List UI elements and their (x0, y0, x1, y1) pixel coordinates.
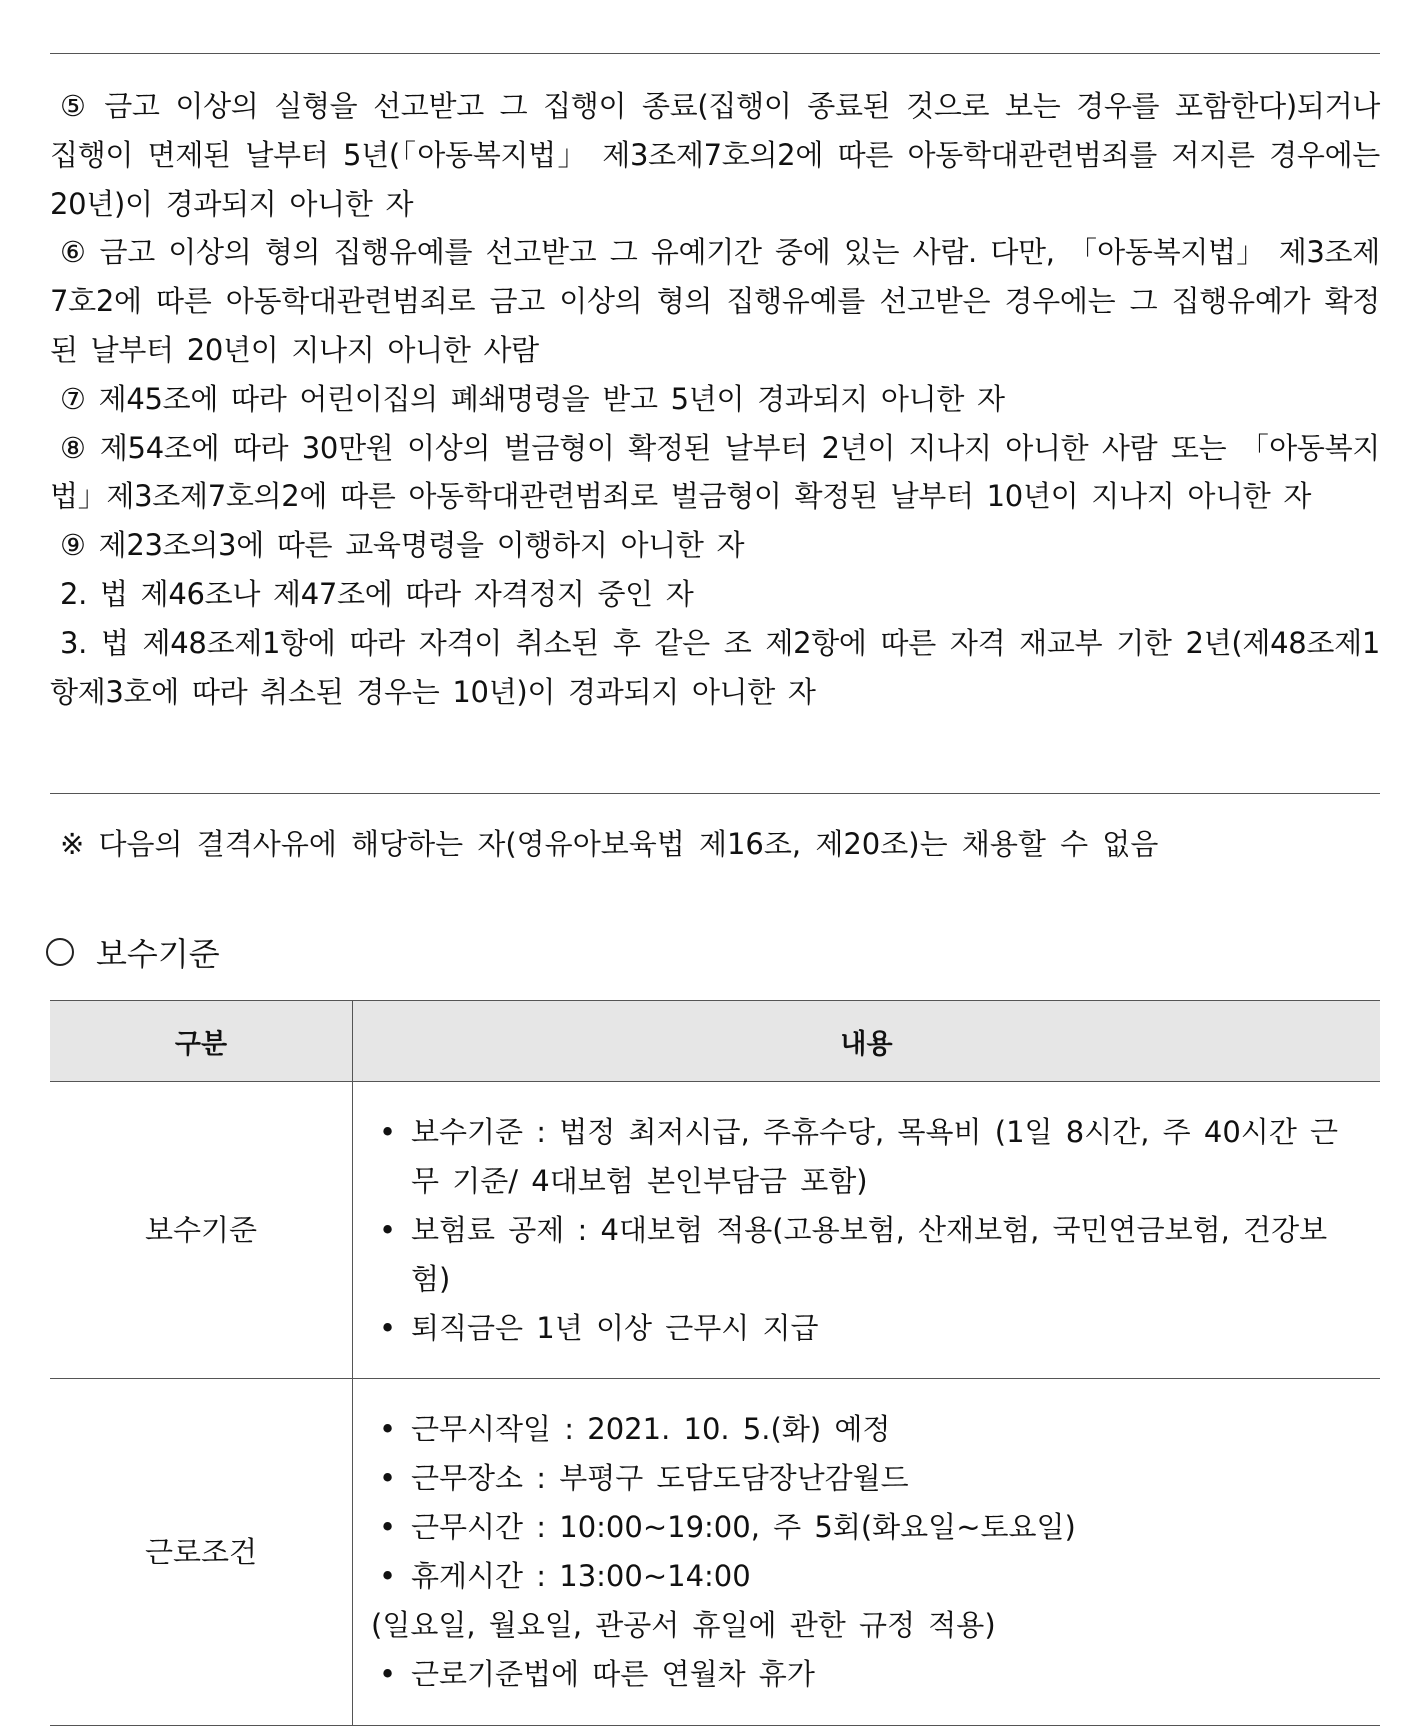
bullet-icon: • (379, 1510, 397, 1544)
bullet-icon: • (379, 1657, 397, 1691)
list-item-text: 근로기준법에 따른 연월차 휴가 (411, 1657, 815, 1691)
list-item-text: 보험료 공제 : 4대보험 적용(고용보험, 산재보험, 국민연금보험, 건강보험) (411, 1212, 1328, 1296)
bullet-icon: • (379, 1461, 397, 1495)
list-item-text: 근무시간 : 10:00~19:00, 주 5회(화요일~토요일) (411, 1510, 1076, 1544)
header-category: 구분 (50, 1001, 353, 1082)
header-content: 내용 (353, 1001, 1381, 1082)
row-content (353, 1082, 1381, 1379)
disqualification-note: ※ 다음의 결격사유에 해당하는 자(영유아보육법 제16조, 제20조)는 채용할 수 없음 (60, 827, 1159, 861)
section-title: 보수기준 (96, 935, 220, 973)
bullet-icon: • (379, 1310, 397, 1345)
bullet-icon: • (379, 1412, 397, 1446)
clause-item: ⑥ 금고 이상의 형의 집행유예를 선고받고 그 유예기간 중에 있는 사람. 다만, 「아동복지법」 제3조제 7호2에 따른 아동학대관련범죄로 금고 이상의 형의 집행유예를 선고받은 경우에는 그 집행유예가 확정된 날부터 20년이 지나지 아니한 사람 (50, 235, 1380, 367)
clause-item: ⑨ 제23조의3에 따른 교육명령을 이행하지 아니한 자 (60, 528, 745, 563)
list-item (371, 1108, 1364, 1206)
bullet-icon: • (379, 1559, 397, 1593)
list-item-text: 근무시작일 : 2021. 10. 5.(화) 예정 (411, 1412, 891, 1446)
clause-item: ⑦ 제45조에 따라 어린이집의 폐쇄명령을 받고 5년이 경과되지 아니한 자 (60, 381, 1005, 416)
list-item (371, 1650, 1364, 1699)
middle-divider (50, 793, 1380, 794)
bullet-icon: • (379, 1212, 397, 1247)
content-list (371, 1108, 1364, 1353)
bullet-icon: • (379, 1114, 397, 1149)
list-item-text: 근무장소 : 부평구 도담도담장난감월드 (411, 1461, 909, 1495)
circle-icon (46, 938, 74, 966)
row-content (353, 1379, 1381, 1726)
list-item (371, 1405, 1364, 1454)
row-category: 보수기준 (50, 1082, 353, 1379)
list-item-text: 퇴직금은 1년 이상 근무시 지급 (411, 1310, 819, 1345)
clause-item: 3. 법 제48조제1항에 따라 자격이 취소된 후 같은 조 제2항에 따른 자격 재교부 기한 2년(제48조제1항제3호에 따라 취소된 경우는 10년)이 경과되지 아니한 자 (50, 625, 1380, 709)
table-row (50, 1379, 1380, 1726)
top-divider (50, 53, 1380, 54)
clause-item: 2. 법 제46조나 제47조에 따라 자격정지 중인 자 (60, 576, 694, 611)
list-item-text: 보수기준 : 법정 최저시급, 주휴수당, 목욕비 (1일 8시간, 주 40시간 근무 기준/ 4대보험 본인부담금 포함) (411, 1114, 1339, 1198)
pay-standard-table (50, 1000, 1380, 1726)
content-list (371, 1405, 1364, 1699)
list-item (371, 1503, 1364, 1552)
list-item (371, 1454, 1364, 1503)
list-item (371, 1206, 1364, 1304)
list-item (371, 1552, 1364, 1601)
list-continuation: (일요일, 월요일, 관공서 휴일에 관한 규정 적용) (371, 1608, 996, 1642)
section-heading (46, 928, 220, 976)
list-item-text: 휴게시간 : 13:00~14:00 (411, 1559, 751, 1593)
row-category: 근로조건 (50, 1379, 353, 1726)
clause-item: ⑤ 금고 이상의 실형을 선고받고 그 집행이 종료(집행이 종료된 것으로 보는 경우를 포함한다)되거나 집행이 면제된 날부터 5년(「아동복지법」 제3조제7호의2에 따른 아동학대관련범죄를 저지른 경우에는 20년)이 경과되지 아니한 자 (50, 89, 1380, 221)
table-header-row (50, 1001, 1380, 1082)
disqualification-clauses (50, 82, 1380, 716)
table-row (50, 1082, 1380, 1379)
clause-item: ⑧ 제54조에 따라 30만원 이상의 벌금형이 확정된 날부터 2년이 지나지 아니한 사람 또는 「아동복지법」제3조제7호의2에 따른 아동학대관련범죄로 벌금형이 확정된 날부터 10년이 지나지 아니한 자 (50, 430, 1380, 514)
list-item (371, 1304, 1364, 1353)
